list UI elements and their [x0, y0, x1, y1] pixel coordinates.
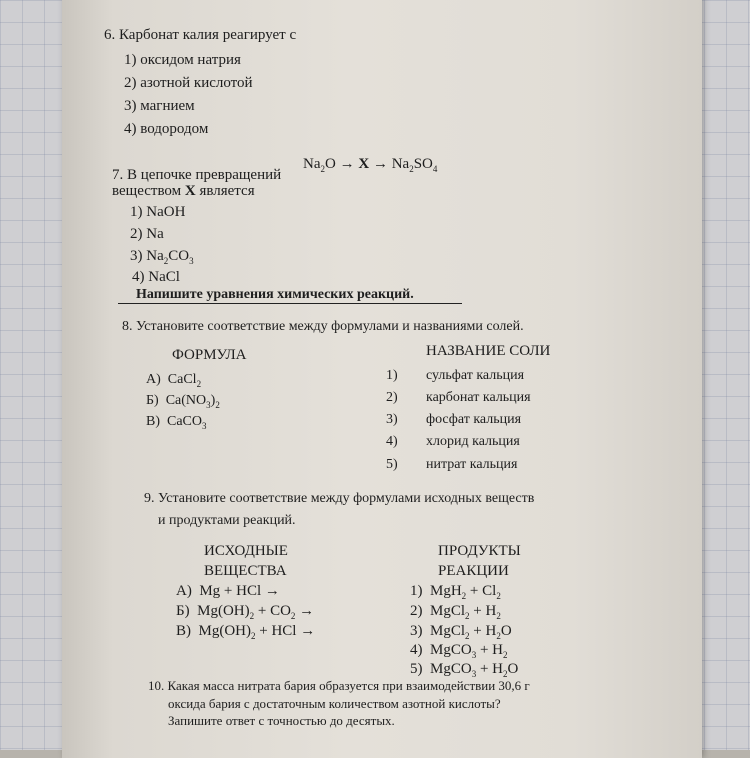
q10-line1: 10. Какая масса нитрата бария образуется при взаимодействии 30,6 г: [148, 678, 530, 693]
q9-header-products-1: ПРОДУКТЫ: [438, 543, 521, 559]
q7-option-4: 4) NaCl: [132, 269, 180, 285]
q7-question-line2: веществом X является: [112, 183, 255, 199]
q9-right-3: 3) MgCl$_2$ + $H_2O$: [410, 623, 512, 641]
q9-right-2: 2) MgCl$_2$ + $H_2$: [410, 603, 501, 621]
q8-right-1-num: 1): [386, 368, 398, 383]
q8-right-4-num: 4): [386, 434, 398, 449]
q7-option-3: 3) $Na_2CO_3$: [130, 248, 194, 266]
q9-header-reactants-1: ИСХОДНЫЕ: [204, 543, 288, 559]
q7-chain-formula: $Na_2O \to X \to Na_2SO_4$: [303, 156, 438, 174]
q7-option-2: 2) Na: [130, 226, 164, 242]
q8-right-5-num: 5): [386, 457, 398, 472]
q9-left-c: В) $Mg(OH)_2$ + HCl →: [176, 623, 316, 641]
q8-right-3-num: 3): [386, 412, 398, 427]
q8-right-4-name: хлорид кальция: [426, 434, 520, 449]
q8-left-c: В) CaCO$_3$: [146, 414, 207, 431]
q10-line3: Запишите ответ с точностью до десятых.: [168, 713, 395, 728]
q6-option-2: 2) азотной кислотой: [124, 75, 253, 91]
q10-line2: оксида бария с достаточным количеством азотной кислоты?: [168, 696, 501, 711]
q7-question-line1: 7. В цепочке превращений: [112, 167, 282, 183]
q6-option-4: 4) водородом: [124, 121, 209, 137]
q9-header-reactants-2: ВЕЩЕСТВА: [204, 563, 287, 579]
q9-question-line1: 9. Установите соответствие между формулами исходных веществ: [144, 491, 535, 506]
q8-header-salt-name: НАЗВАНИЕ СОЛИ: [426, 343, 551, 359]
q6-question: 6. Карбонат калия реагирует с: [104, 27, 297, 43]
q8-right-2-name: карбонат кальция: [426, 390, 531, 405]
q9-right-5: 5) MgCO$_3$ + $H_2O$: [410, 661, 519, 679]
q9-right-1: 1) $MgH_2 + Cl_2$: [410, 583, 501, 601]
q9-left-a: А) Mg + HCl →: [176, 583, 280, 599]
q7-option-1: 1) NaOH: [130, 204, 186, 220]
q8-right-3-name: фосфат кальция: [426, 412, 522, 427]
q9-header-products-2: РЕАКЦИИ: [438, 563, 509, 579]
q8-left-a: А) CaCl$_2$: [146, 372, 202, 389]
q8-right-1-name: сульфат кальция: [426, 368, 525, 383]
q9-question-line2: и продуктами реакций.: [158, 513, 296, 528]
q6-option-3: 3) магнием: [124, 98, 195, 114]
q8-question: 8. Установите соответствие между формулами и названиями солей.: [122, 319, 524, 334]
q9-left-b: Б) $Mg(OH)_2 + CO_2$ →: [176, 603, 315, 621]
q8-left-b: Б) $Ca(NO_3)_2$: [146, 393, 220, 410]
q7-instruction: Напишите уравнения химических реакций.: [118, 286, 462, 304]
q8-right-2-num: 2): [386, 390, 398, 405]
q8-header-formula: ФОРМУЛА: [172, 347, 247, 363]
q9-right-4: 4) MgCO$_3$ + $H_2$: [410, 642, 508, 660]
q6-option-1: 1) оксидом натрия: [124, 52, 241, 68]
q8-right-5-name: нитрат кальция: [426, 457, 518, 472]
